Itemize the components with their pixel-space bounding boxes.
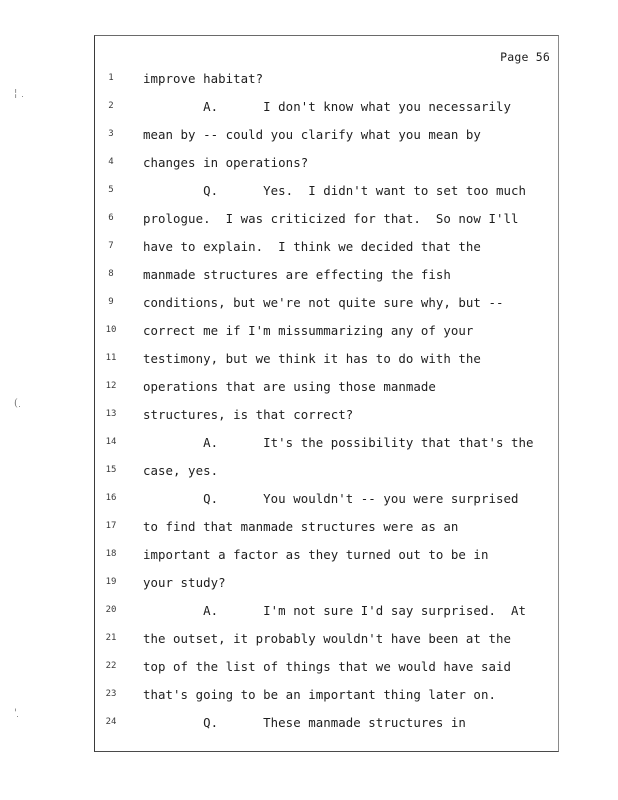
margin-mark: ' [14, 708, 17, 719]
transcript-line: testimony, but we think it has to do with the [143, 351, 481, 366]
line-number: 18 [105, 549, 117, 559]
transcript-line: top of the list of things that we would have said [143, 659, 511, 674]
transcript-line: improve habitat? [143, 71, 264, 86]
line-number: 20 [105, 605, 117, 615]
transcript-line: your study? [143, 575, 226, 590]
line-number: 7 [108, 241, 114, 251]
margin-mark: ¦ [14, 88, 18, 99]
transcript-line: the outset, it probably wouldn't have been at the [143, 631, 511, 646]
transcript-line: changes in operations? [143, 155, 309, 170]
transcript-line: A. It's the possibility that that's the [143, 435, 534, 450]
line-number: 3 [108, 129, 114, 139]
transcript-line: to find that manmade structures were as an [143, 519, 459, 534]
line-number: 5 [108, 185, 114, 195]
transcript-line: have to explain. I think we decided that the [143, 239, 481, 254]
transcript-line: prologue. I was criticized for that. So now I'll [143, 211, 519, 226]
transcript-line: case, yes. [143, 463, 219, 478]
line-number: 14 [105, 437, 117, 447]
line-number: 1 [108, 73, 114, 83]
line-number: 9 [108, 297, 114, 307]
transcript-line: operations that are using those manmade [143, 379, 436, 394]
line-number: 16 [105, 493, 117, 503]
line-number: 4 [108, 157, 114, 167]
transcript-line: manmade structures are effecting the fish [143, 267, 451, 282]
line-number: 13 [105, 409, 117, 419]
transcript-line: A. I don't know what you necessarily [143, 99, 511, 114]
transcript-line: Q. You wouldn't -- you were surprised [143, 491, 519, 506]
line-number: 19 [105, 577, 117, 587]
line-number: 21 [105, 633, 117, 643]
line-number: 8 [108, 269, 114, 279]
line-number: 12 [105, 381, 117, 391]
transcript-line: important a factor as they turned out to be in [143, 547, 489, 562]
scan-speck [17, 716, 18, 717]
scan-speck [19, 406, 20, 407]
line-number: 2 [108, 101, 114, 111]
scan-speck [22, 96, 23, 97]
transcript-line: conditions, but we're not quite sure why, but -- [143, 295, 504, 310]
line-number: 6 [108, 213, 114, 223]
line-number: 10 [105, 325, 117, 335]
line-number: 17 [105, 521, 117, 531]
transcript-line: Q. These manmade structures in [143, 715, 466, 730]
transcript-line: structures, is that correct? [143, 407, 354, 422]
transcript-page [94, 35, 559, 752]
line-number: 11 [105, 353, 117, 363]
line-number: 15 [105, 465, 117, 475]
transcript-line: mean by -- could you clarify what you mean by [143, 127, 481, 142]
page-number: Page 56 [500, 50, 550, 64]
transcript-line: correct me if I'm missummarizing any of your [143, 323, 474, 338]
margin-mark: ( [14, 398, 18, 409]
transcript-line: Q. Yes. I didn't want to set too much [143, 183, 526, 198]
line-number: 22 [105, 661, 117, 671]
transcript-line: that's going to be an important thing later on. [143, 687, 496, 702]
transcript-line: A. I'm not sure I'd say surprised. At [143, 603, 526, 618]
line-number: 23 [105, 689, 117, 699]
line-number: 24 [105, 717, 117, 727]
